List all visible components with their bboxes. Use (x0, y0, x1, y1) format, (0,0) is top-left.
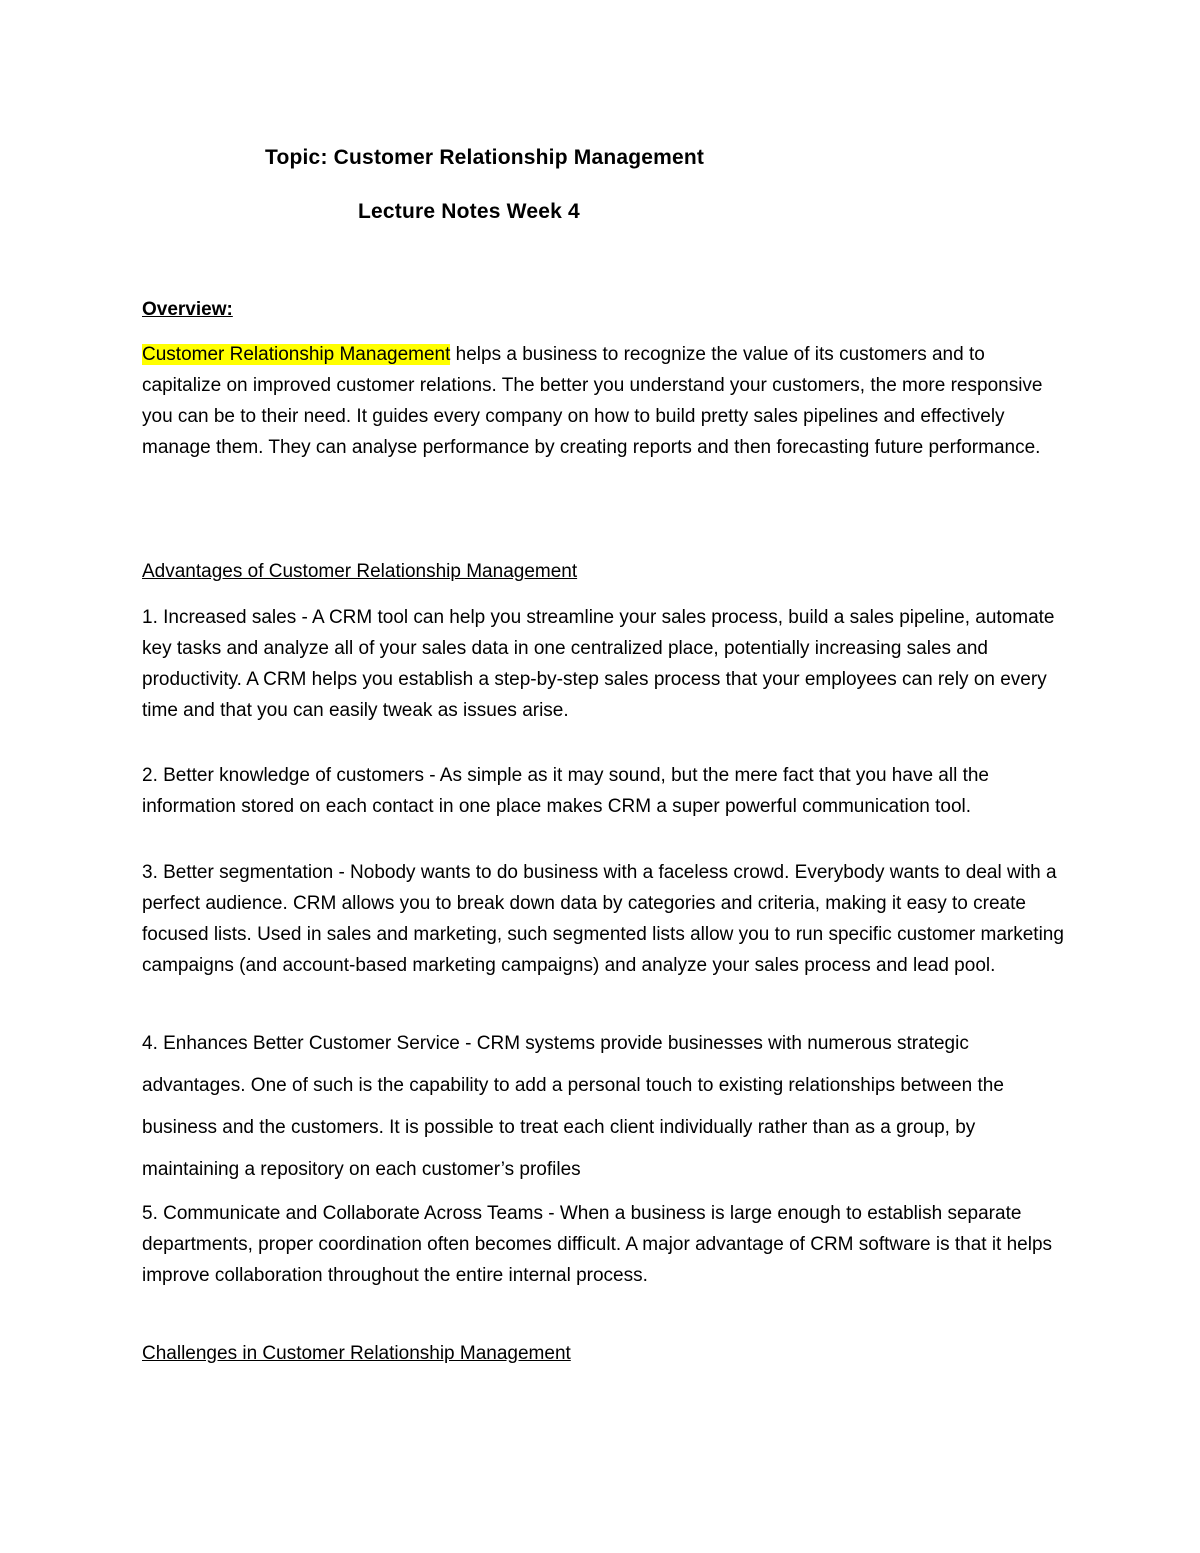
overview-paragraph (142, 339, 1067, 463)
overview-text: helps a business to recognize the value of its customers and to capitalize on improved customer relations. The better you understand your customers, the more responsive you can be to their need. It guides every company on how to build pretty sales pipelines and effectively manage them. They can analyse performance by creating reports and then forecasting future performance. (142, 344, 1043, 458)
highlighted-term: Customer Relationship Management (142, 344, 451, 365)
advantages-heading: Advantages of Customer Relationship Management (142, 561, 578, 582)
document-subtitle: Lecture Notes Week 4 (358, 200, 580, 223)
overview-heading: Overview: (142, 299, 233, 320)
advantage-item-1: 1. Increased sales - A CRM tool can help you streamline your sales process, build a sales pipeline, automate key tasks and analyze all of your sales data in one centralized place, potentially increasing sales and productivity. A CRM helps you establish a step-by-step sales process that your employees can rely on every time and that you can easily tweak as issues arise. (142, 607, 1055, 721)
advantage-item-2: 2. Better knowledge of customers - As simple as it may sound, but the mere fact that you have all the information stored on each contact in one place makes CRM a super powerful communication tool. (142, 765, 989, 817)
advantage-item-3: 3. Better segmentation - Nobody wants to do business with a faceless crowd. Everybody wants to deal with a perfect audience. CRM allows you to break down data by categories and criteria, making it easy to create focused lists. Used in sales and marketing, such segmented lists allow you to run specific customer marketing campaigns (and account-based marketing campaigns) and analyze your sales process and lead pool. (142, 862, 1064, 976)
advantage-item-5: 5. Communicate and Collaborate Across Teams - When a business is large enough to establish separate departments, proper coordination often becomes difficult. A major advantage of CRM software is that it helps improve collaboration throughout the entire internal process. (142, 1203, 1053, 1286)
document-title: Topic: Customer Relationship Management (265, 146, 705, 169)
advantage-item-4: 4. Enhances Better Customer Service - CRM systems provide businesses with numerous strategic advantages. One of such is the capability to add a personal touch to existing relationships between the business and the customers. It is possible to treat each client individually rather than as a group, by maintaining a repository on each customer’s profiles (142, 1033, 1004, 1180)
challenges-heading: Challenges in Customer Relationship Management (142, 1343, 571, 1364)
